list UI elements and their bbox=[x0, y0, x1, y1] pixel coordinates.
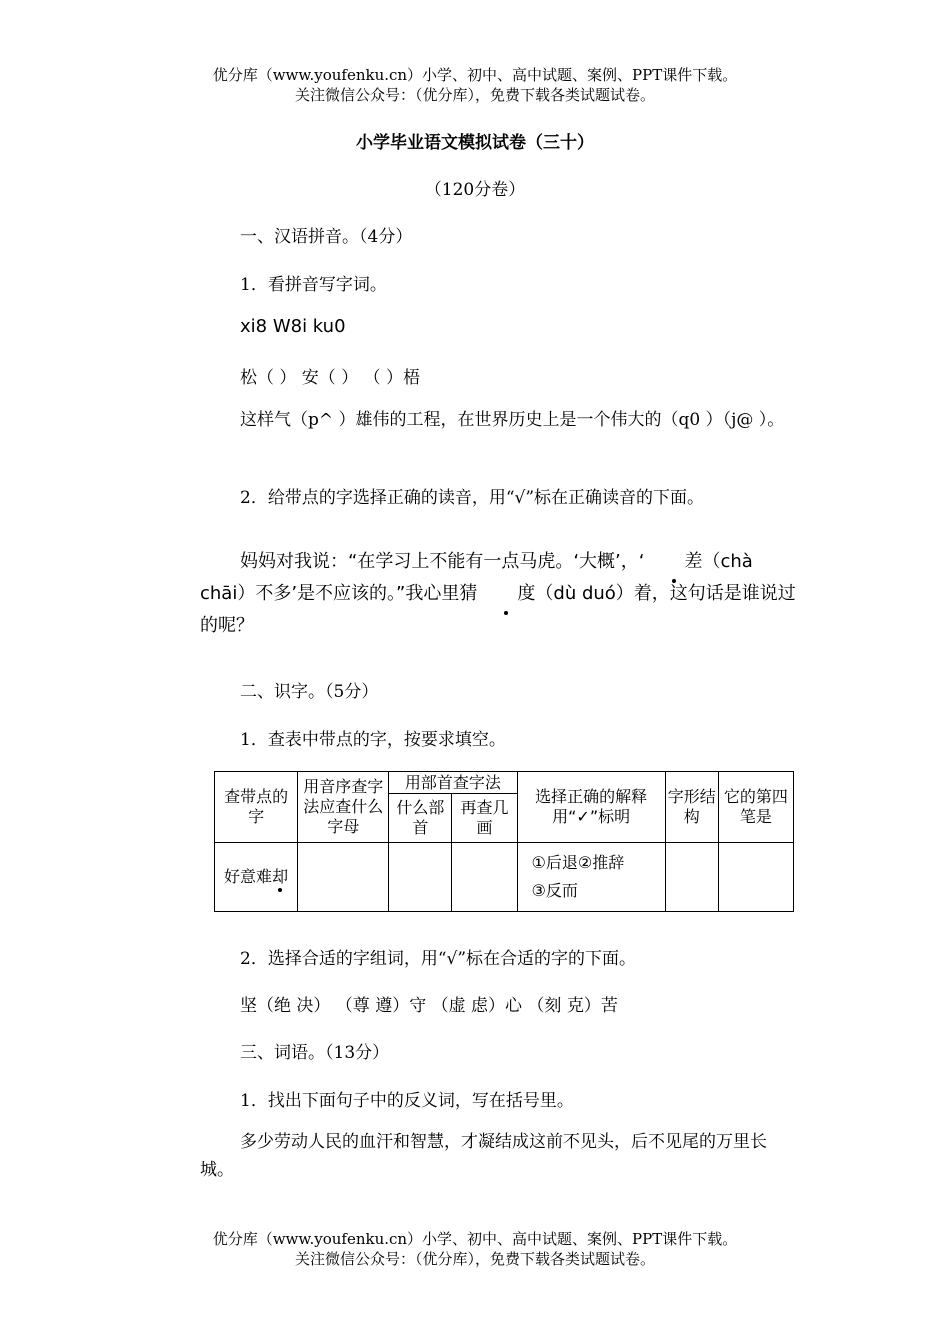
meaning-options-line-2: ③反而 bbox=[531, 881, 578, 900]
cell-pinyin-answer[interactable] bbox=[298, 843, 389, 912]
header-line-1: 优分库（www.youfenku.cn）小学、初中、高中试题、案例、PPT课件下载。 bbox=[212, 66, 738, 84]
th-pinyin-index: 用音序查字法应查什么字母 bbox=[298, 772, 389, 843]
cell-radical-answer[interactable] bbox=[389, 843, 452, 912]
mom-passage-part-3: （dù duó）着，这句话是谁说过的呢？ bbox=[200, 583, 796, 636]
page-subtitle: （120分卷） bbox=[424, 180, 526, 200]
question-2-2: 2．选择合适的字组词，用“√”标在合适的字的下面。 bbox=[240, 949, 637, 969]
cell-structure-answer[interactable] bbox=[665, 843, 718, 912]
choice-line: 坚（绝 决） （尊 遵）守 （虚 虑）心 （刻 克）苦 bbox=[240, 996, 618, 1016]
section-1-heading: 一、汉语拼音。（4分） bbox=[240, 227, 413, 247]
dotted-char-que: 却 bbox=[272, 867, 289, 886]
mom-passage-part-1: 妈妈对我说：“在学习上不能有一点马虎。‘大概’，‘ bbox=[240, 551, 645, 572]
th-structure: 字形结构 bbox=[665, 772, 718, 843]
question-2-1: 1．查表中带点的字，按要求填空。 bbox=[240, 730, 506, 750]
cell-meaning-options bbox=[517, 843, 665, 912]
dotted-char-du: 度 bbox=[477, 578, 535, 610]
th-radical: 什么部首 bbox=[389, 794, 452, 843]
meaning-options-line-1: ①后退②推辞 bbox=[531, 853, 625, 872]
pinyin-sentence: 这样气（p^ ）雄伟的工程，在世界历史上是一个伟大的（q0 ）（j@ ）。 bbox=[240, 410, 785, 430]
question-1-2: 2．给带点的字选择正确的读音，用“√”标在正确读音的下面。 bbox=[240, 488, 705, 508]
dotted-char-cha: 差 bbox=[645, 546, 703, 578]
cell-stroke-answer[interactable] bbox=[718, 843, 793, 912]
fill-blanks-line: 松（ ） 安（ ） （ ）梧 bbox=[240, 368, 421, 388]
pinyin-line: xi8 W8i ku0 bbox=[240, 316, 346, 337]
th-radical-method: 用部首查字法 bbox=[389, 772, 517, 794]
th-strokes: 再查几画 bbox=[452, 794, 517, 843]
header-line-2: 关注微信公众号：（优分库），免费下载各类试题试卷。 bbox=[294, 86, 655, 104]
section-3-heading: 三、词语。（13分） bbox=[240, 1043, 390, 1063]
row-word-text: 好意难 bbox=[224, 867, 273, 886]
th-meaning: 选择正确的解释用“✓”标明 bbox=[517, 772, 665, 843]
mom-passage bbox=[200, 546, 800, 642]
cell-strokes-answer[interactable] bbox=[452, 843, 517, 912]
row-word bbox=[215, 843, 298, 912]
lookup-table bbox=[214, 771, 794, 912]
footer-line-1: 优分库（www.youfenku.cn）小学、初中、高中试题、案例、PPT课件下载。 bbox=[212, 1230, 738, 1248]
mom-passage-part-2: （chà chāi）不多’是不应该的。”我心里猜 bbox=[200, 551, 753, 604]
great-wall-paragraph: 多少劳动人民的血汗和智慧，才凝结成这前不见头，后不见尾的万里长城。 bbox=[200, 1132, 767, 1180]
th-char: 查带点的字 bbox=[215, 772, 298, 843]
page-title: 小学毕业语文模拟试卷（三十） bbox=[356, 133, 594, 153]
question-1-1: 1．看拼音写字词。 bbox=[240, 275, 387, 295]
th-fourth-stroke: 它的第四笔是 bbox=[718, 772, 793, 843]
question-3-1: 1．找出下面句子中的反义词，写在括号里。 bbox=[240, 1091, 574, 1111]
section-2-heading: 二、识字。（5分） bbox=[240, 682, 379, 702]
footer-line-2: 关注微信公众号：（优分库），免费下载各类试题试卷。 bbox=[294, 1250, 655, 1268]
